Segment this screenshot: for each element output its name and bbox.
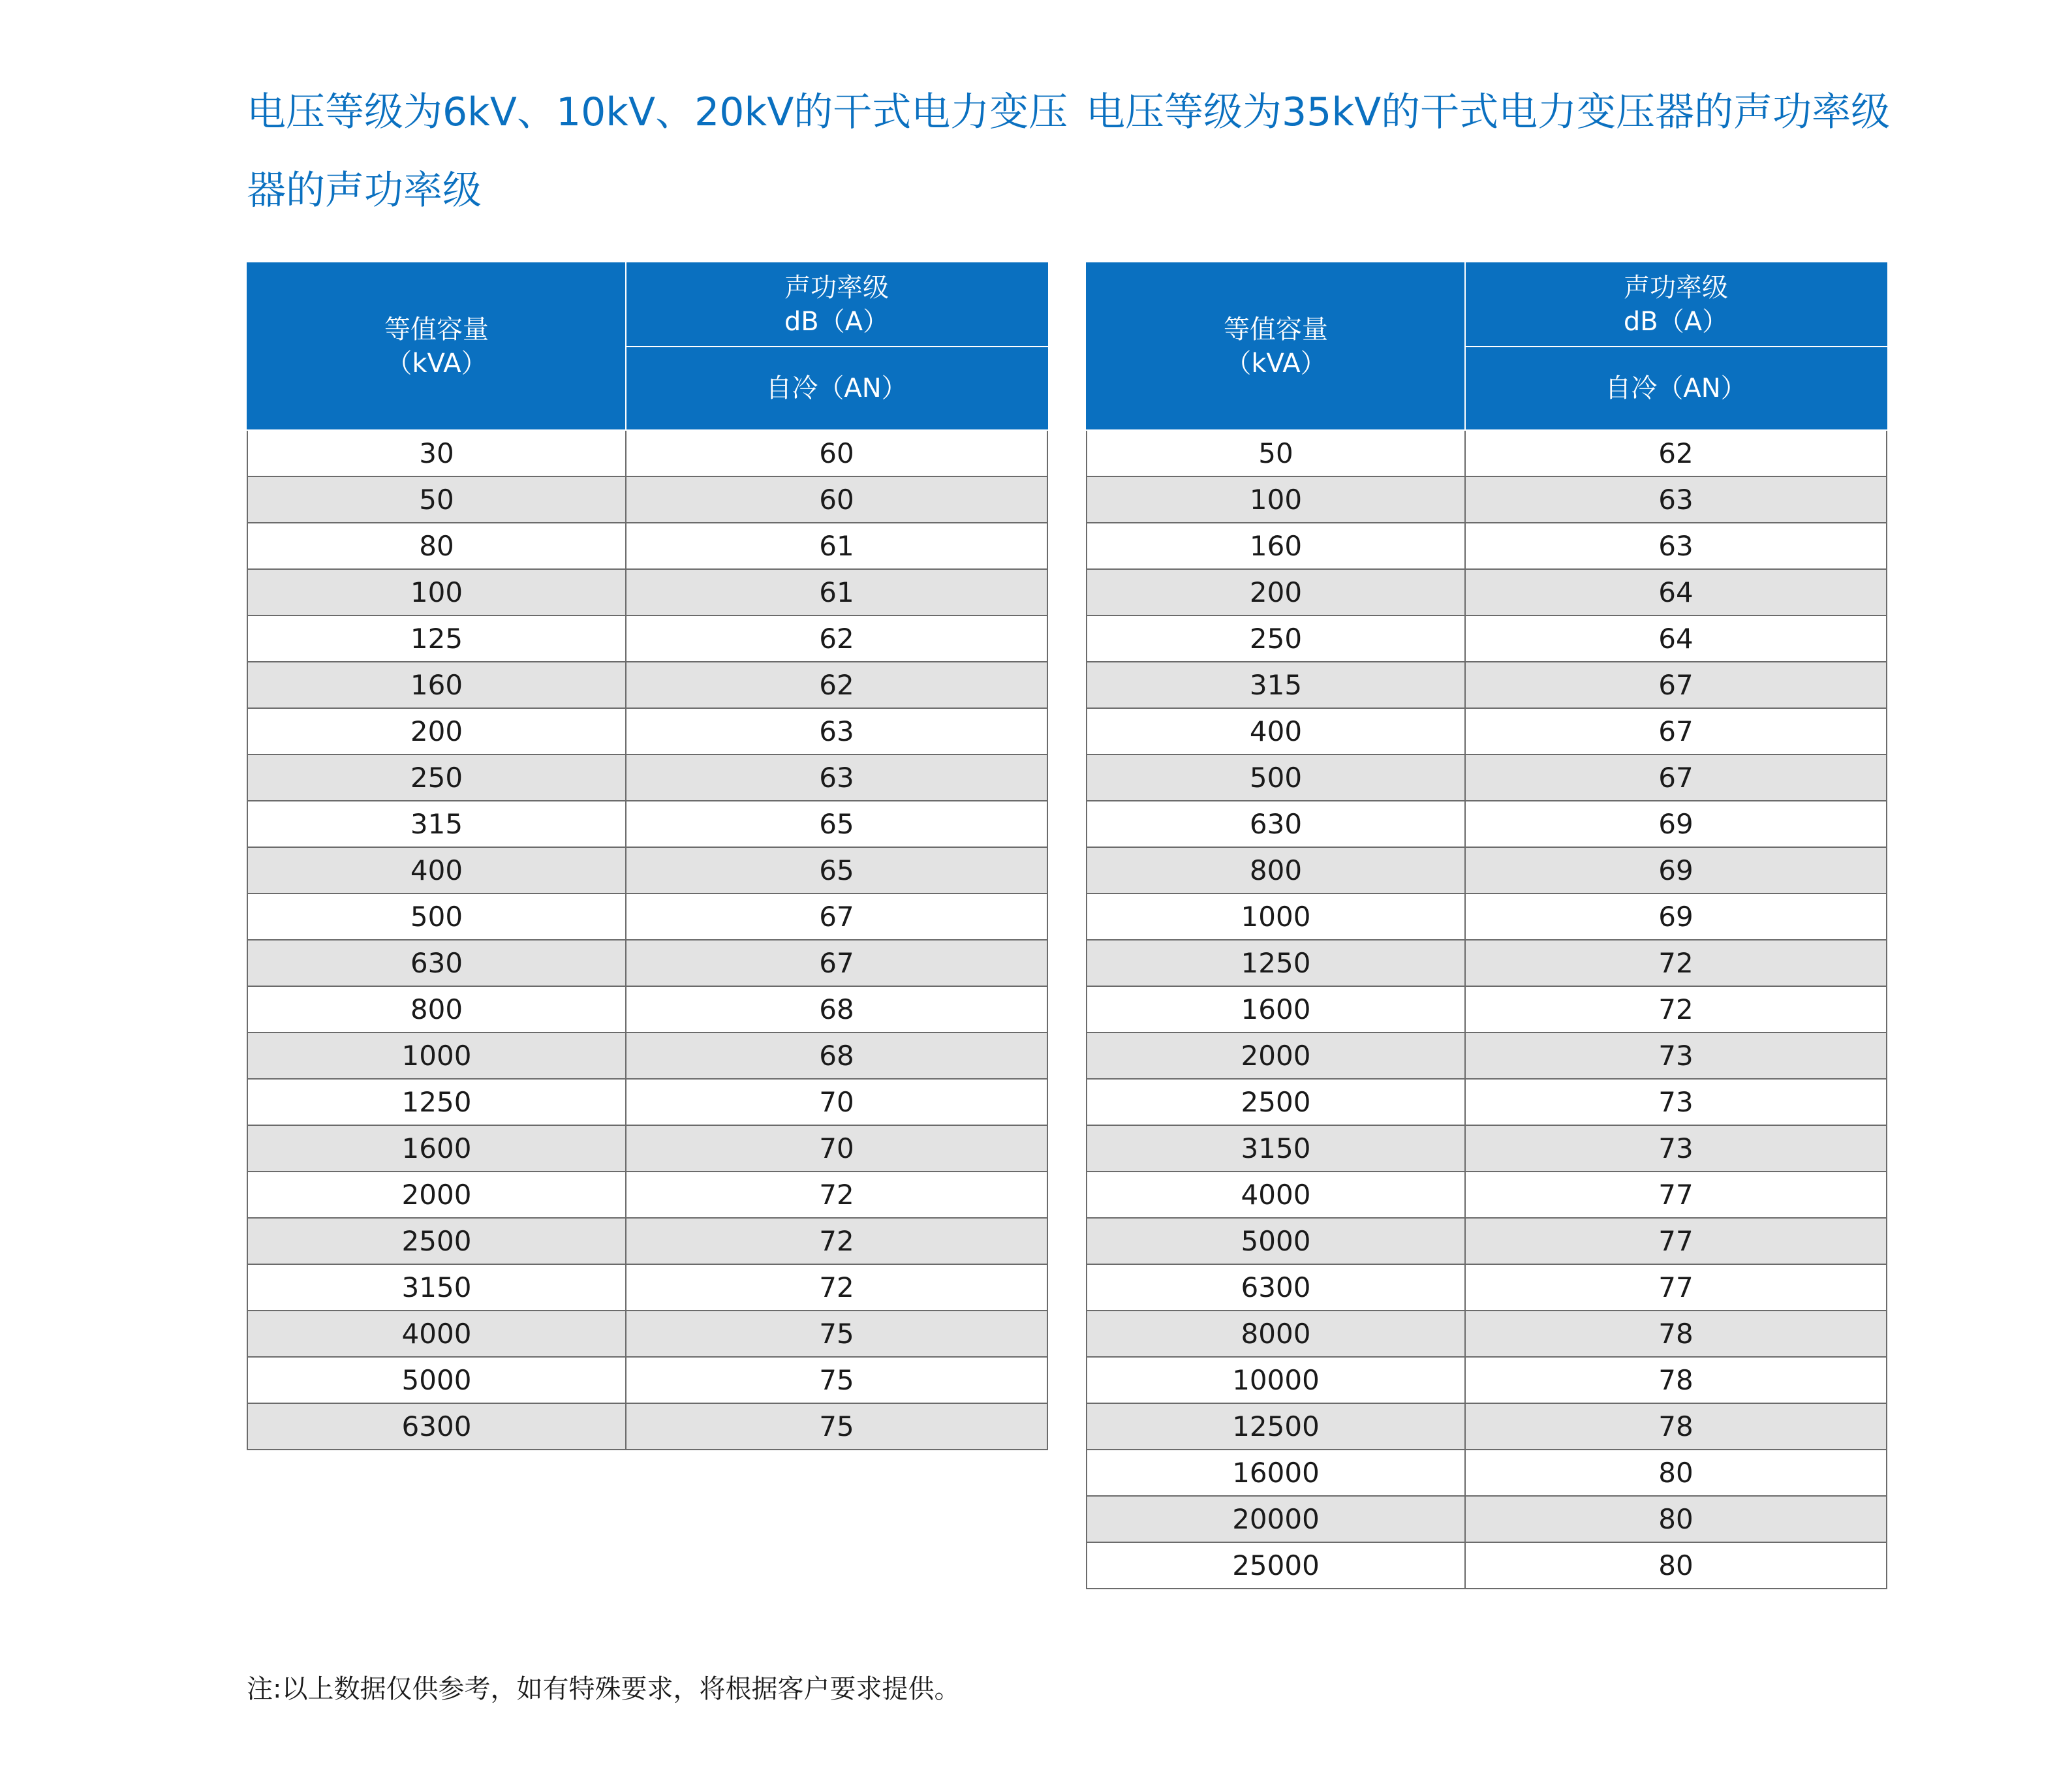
header-sound-power	[1465, 263, 1887, 347]
table-row	[1087, 1125, 1887, 1172]
capacity-cell: 50	[1087, 430, 1465, 476]
sound-level-cell: 68	[626, 986, 1047, 1033]
table-row	[247, 523, 1047, 569]
table-row	[1087, 1172, 1887, 1218]
table-row	[1087, 430, 1887, 476]
capacity-cell: 400	[247, 847, 626, 894]
capacity-cell: 400	[1087, 708, 1465, 754]
table-row	[1087, 1218, 1887, 1264]
header-sound-label: 声功率级	[1624, 273, 1728, 303]
sound-level-cell: 73	[1465, 1033, 1887, 1079]
header-cooling: 自冷（AN）	[626, 347, 1047, 430]
sound-level-cell: 70	[626, 1079, 1047, 1125]
sound-level-cell: 73	[1465, 1125, 1887, 1172]
sound-level-cell: 61	[626, 523, 1047, 569]
table-row	[247, 1172, 1047, 1218]
capacity-cell: 1000	[247, 1033, 626, 1079]
sound-level-cell: 70	[626, 1125, 1047, 1172]
sound-power-table-6-10-20kv	[247, 262, 1048, 1450]
capacity-cell: 800	[1087, 847, 1465, 894]
sound-level-cell: 67	[626, 894, 1047, 940]
table-row	[1087, 1079, 1887, 1125]
sound-level-cell: 68	[626, 1033, 1047, 1079]
table-row	[1087, 801, 1887, 847]
table-row	[247, 1079, 1047, 1125]
sound-level-cell: 78	[1465, 1403, 1887, 1450]
table-row	[1087, 476, 1887, 523]
sound-level-cell: 62	[1465, 430, 1887, 476]
table-row	[1087, 754, 1887, 801]
sound-level-cell: 65	[626, 847, 1047, 894]
capacity-cell: 25000	[1087, 1542, 1465, 1589]
sound-level-cell: 72	[626, 1264, 1047, 1311]
header-capacity-unit: （kVA）	[386, 349, 487, 379]
table-row	[247, 430, 1047, 476]
capacity-cell: 3150	[1087, 1125, 1465, 1172]
capacity-cell: 50	[247, 476, 626, 523]
sound-level-cell: 75	[626, 1357, 1047, 1403]
sound-level-cell: 65	[626, 801, 1047, 847]
table-row	[1087, 894, 1887, 940]
table-row	[247, 1403, 1047, 1450]
capacity-cell: 1600	[247, 1125, 626, 1172]
sound-level-cell: 67	[1465, 662, 1887, 708]
table-row	[247, 569, 1047, 615]
sound-level-cell: 72	[1465, 986, 1887, 1033]
sound-level-cell: 78	[1465, 1357, 1887, 1403]
capacity-cell: 200	[247, 708, 626, 754]
table-row	[1087, 708, 1887, 754]
capacity-cell: 2000	[247, 1172, 626, 1218]
table-row	[1087, 1403, 1887, 1450]
capacity-cell: 1250	[1087, 940, 1465, 986]
table-row	[247, 894, 1047, 940]
table-row	[247, 476, 1047, 523]
sound-level-cell: 60	[626, 430, 1047, 476]
capacity-cell: 6300	[1087, 1264, 1465, 1311]
sound-level-cell: 64	[1465, 615, 1887, 662]
capacity-cell: 1600	[1087, 986, 1465, 1033]
sound-level-cell: 75	[626, 1403, 1047, 1450]
table-row	[247, 986, 1047, 1033]
capacity-cell: 8000	[1087, 1311, 1465, 1357]
table-row	[1087, 986, 1887, 1033]
table-row	[1087, 847, 1887, 894]
sound-level-cell: 62	[626, 615, 1047, 662]
sound-level-cell: 67	[1465, 708, 1887, 754]
header-capacity	[247, 263, 626, 430]
sound-level-cell: 69	[1465, 894, 1887, 940]
table-row	[1087, 569, 1887, 615]
capacity-cell: 4000	[1087, 1172, 1465, 1218]
table-row	[1087, 662, 1887, 708]
sound-level-cell: 73	[1465, 1079, 1887, 1125]
sound-power-table-35kv	[1086, 262, 1887, 1589]
capacity-cell: 630	[247, 940, 626, 986]
table-row	[1087, 1450, 1887, 1496]
header-capacity	[1087, 263, 1465, 430]
header-sound-power	[626, 263, 1047, 347]
sound-level-cell: 62	[626, 662, 1047, 708]
capacity-cell: 160	[1087, 523, 1465, 569]
capacity-cell: 10000	[1087, 1357, 1465, 1403]
sound-level-cell: 67	[1465, 754, 1887, 801]
capacity-cell: 5000	[247, 1357, 626, 1403]
table-row	[1087, 523, 1887, 569]
table-row	[247, 1311, 1047, 1357]
capacity-cell: 125	[247, 615, 626, 662]
table-row	[1087, 1542, 1887, 1589]
header-sound-unit: dB（A）	[784, 307, 889, 337]
capacity-cell: 800	[247, 986, 626, 1033]
capacity-cell: 6300	[247, 1403, 626, 1450]
table-row	[247, 1125, 1047, 1172]
sound-level-cell: 72	[626, 1218, 1047, 1264]
sound-level-cell: 61	[626, 569, 1047, 615]
capacity-cell: 315	[1087, 662, 1465, 708]
table-row	[1087, 940, 1887, 986]
table-row	[247, 847, 1047, 894]
table-row	[247, 1357, 1047, 1403]
table-row	[1087, 1033, 1887, 1079]
capacity-cell: 2000	[1087, 1033, 1465, 1079]
sound-level-cell: 63	[626, 708, 1047, 754]
sound-level-cell: 63	[626, 754, 1047, 801]
capacity-cell: 20000	[1087, 1496, 1465, 1542]
section-title-right: 电压等级为35kV的干式电力变压器的声功率级	[1086, 89, 1891, 135]
capacity-cell: 1000	[1087, 894, 1465, 940]
capacity-cell: 100	[247, 569, 626, 615]
header-capacity-unit: （kVA）	[1225, 349, 1327, 379]
table-body-right	[1087, 430, 1887, 1589]
table-row	[1087, 1264, 1887, 1311]
sound-level-cell: 78	[1465, 1311, 1887, 1357]
sound-level-cell: 60	[626, 476, 1047, 523]
sound-level-cell: 80	[1465, 1542, 1887, 1589]
capacity-cell: 250	[1087, 615, 1465, 662]
sound-level-cell: 80	[1465, 1496, 1887, 1542]
capacity-cell: 80	[247, 523, 626, 569]
capacity-cell: 160	[247, 662, 626, 708]
sound-level-cell: 77	[1465, 1264, 1887, 1311]
capacity-cell: 5000	[1087, 1218, 1465, 1264]
table-row	[247, 801, 1047, 847]
table-row	[1087, 1357, 1887, 1403]
sound-level-cell: 67	[626, 940, 1047, 986]
sound-level-cell: 77	[1465, 1218, 1887, 1264]
sound-level-cell: 69	[1465, 801, 1887, 847]
header-sound-unit: dB（A）	[1623, 307, 1729, 337]
sound-level-cell: 63	[1465, 476, 1887, 523]
sound-level-cell: 75	[626, 1311, 1047, 1357]
capacity-cell: 500	[247, 894, 626, 940]
sound-level-cell: 64	[1465, 569, 1887, 615]
capacity-cell: 4000	[247, 1311, 626, 1357]
table-row	[1087, 1496, 1887, 1542]
table-row	[247, 940, 1047, 986]
capacity-cell: 1250	[247, 1079, 626, 1125]
table-body-left	[247, 430, 1047, 1450]
capacity-cell: 500	[1087, 754, 1465, 801]
sound-level-cell: 69	[1465, 847, 1887, 894]
capacity-cell: 2500	[247, 1218, 626, 1264]
capacity-cell: 3150	[247, 1264, 626, 1311]
header-cooling: 自冷（AN）	[1465, 347, 1887, 430]
table-row	[247, 662, 1047, 708]
capacity-cell: 16000	[1087, 1450, 1465, 1496]
capacity-cell: 315	[247, 801, 626, 847]
table-row	[247, 1218, 1047, 1264]
table-row	[1087, 615, 1887, 662]
sound-level-cell: 72	[626, 1172, 1047, 1218]
capacity-cell: 2500	[1087, 1079, 1465, 1125]
header-capacity-label: 等值容量	[384, 315, 489, 345]
header-capacity-label: 等值容量	[1224, 315, 1328, 345]
table-row	[247, 754, 1047, 801]
table-row	[247, 615, 1047, 662]
sound-level-cell: 77	[1465, 1172, 1887, 1218]
capacity-cell: 200	[1087, 569, 1465, 615]
capacity-cell: 12500	[1087, 1403, 1465, 1450]
table-row	[1087, 1311, 1887, 1357]
header-sound-label: 声功率级	[784, 273, 889, 303]
sound-level-cell: 63	[1465, 523, 1887, 569]
capacity-cell: 30	[247, 430, 626, 476]
table-row	[247, 1033, 1047, 1079]
capacity-cell: 100	[1087, 476, 1465, 523]
capacity-cell: 250	[247, 754, 626, 801]
table-row	[247, 708, 1047, 754]
section-title-left: 电压等级为6kV、10kV、20kV的干式电力变压器的声功率级	[247, 89, 1068, 213]
capacity-cell: 630	[1087, 801, 1465, 847]
table-row	[247, 1264, 1047, 1311]
sound-level-cell: 80	[1465, 1450, 1887, 1496]
sound-level-cell: 72	[1465, 940, 1887, 986]
footnote: 注:以上数据仅供参考，如有特殊要求，将根据客户要求提供。	[247, 1674, 961, 1704]
